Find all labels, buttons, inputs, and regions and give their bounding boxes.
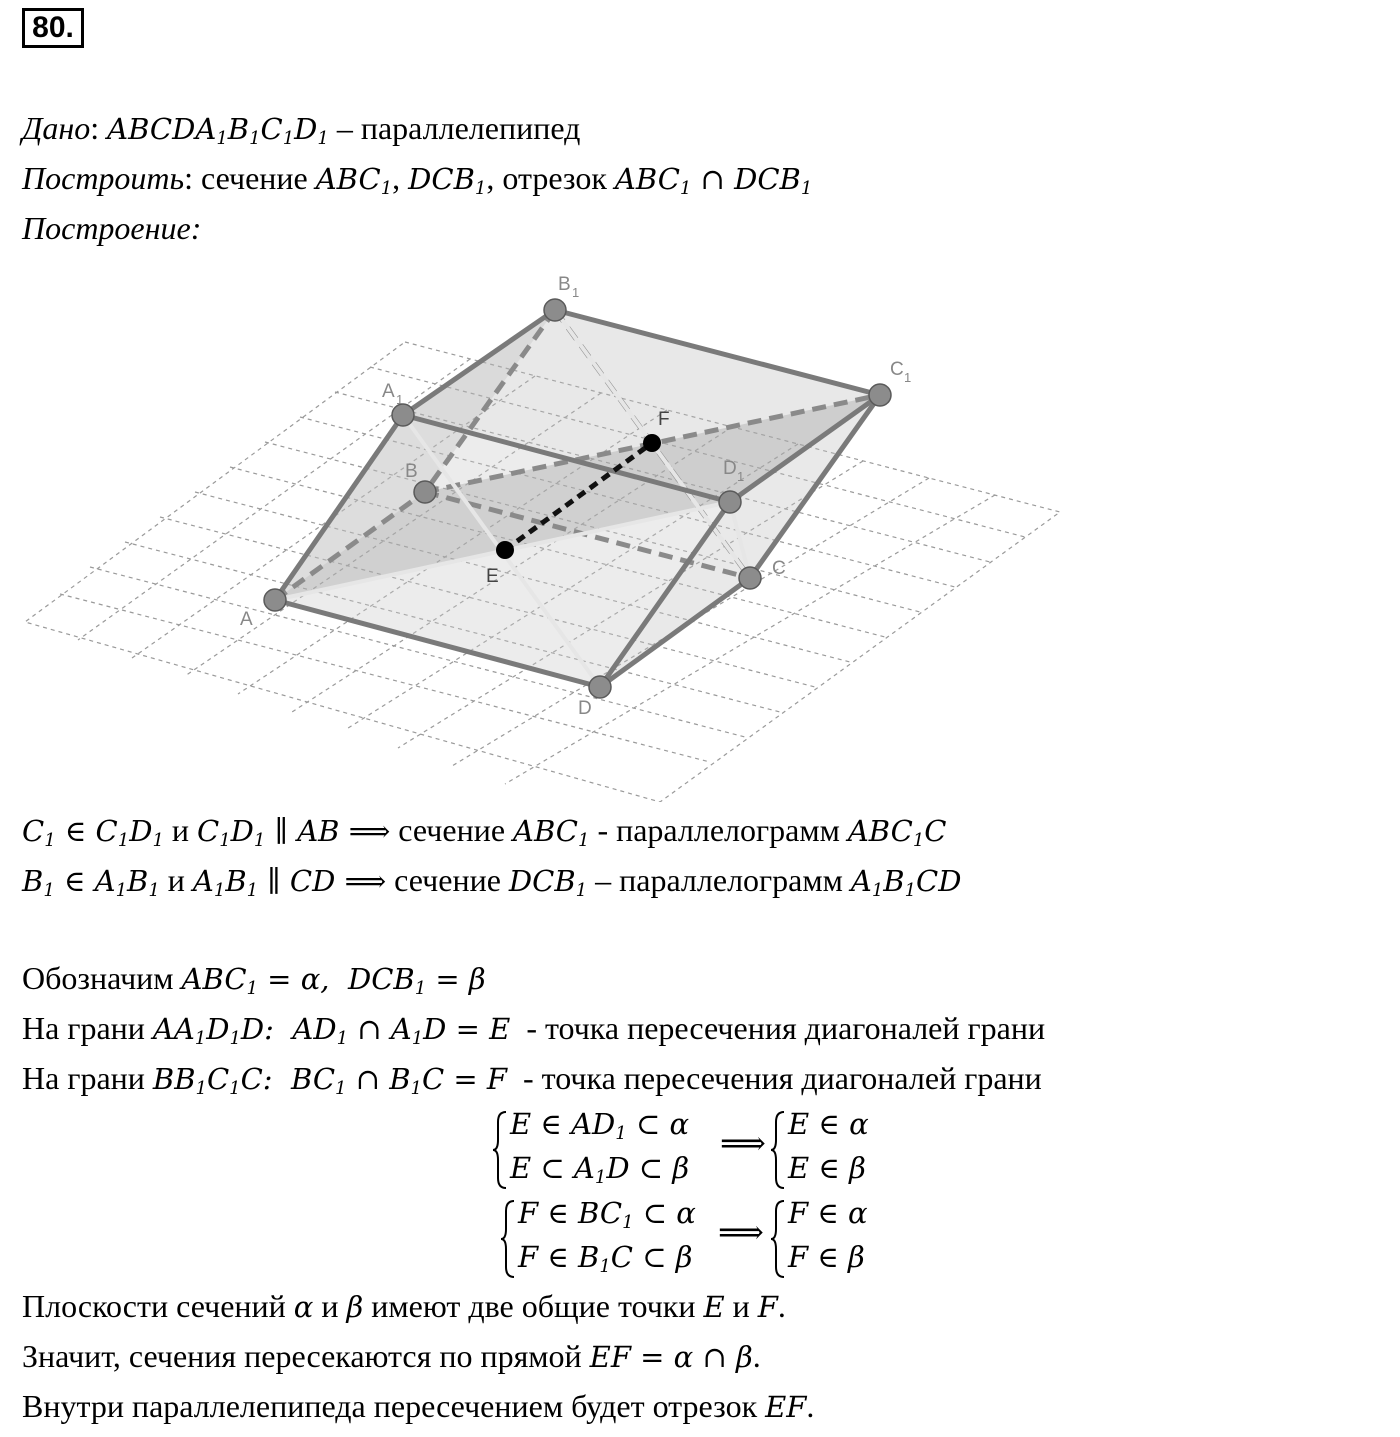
label-d1: D: [723, 458, 737, 479]
system-e: E ∈ $AD_1$ ⊂ α E ⊂ $A_1D$ ⊂ β ⟹ E ∈ α E ∈ β: [492, 1104, 892, 1194]
point-f: [643, 434, 661, 452]
face1-line: На грани $AA_1D_1D$: $AD_1$ ∩ $A_1D = E$ - точка пересечения диагоналей грани: [22, 1010, 1046, 1050]
label-d: D: [578, 698, 592, 719]
denote-line: Обозначим $ABC_1 = \alpha$, $DCB_1 = \beta$: [22, 960, 486, 1000]
given-text: – параллелепипед: [336, 110, 581, 146]
construct-text1: сечение: [200, 160, 308, 196]
construct-formula1: $ABC_1$: [315, 162, 393, 200]
label-c1-sub: 1: [904, 370, 912, 385]
conclusion-line-2: Значит, сечения пересекаются по прямой EF = α ∩ β.: [22, 1338, 761, 1374]
label-c1: C: [890, 359, 904, 380]
conclusion-line-1: Плоскости сечений α и β имеют две общие точки E и F.: [22, 1288, 786, 1324]
construct-formula2: $DCB_1$: [408, 162, 487, 200]
label-c: C: [772, 558, 786, 579]
face2-line: На грани $BB_1C_1C$: $BC_1$ ∩ $B_1C = F$ - точка пересечения диагоналей грани: [22, 1060, 1042, 1100]
system-f: F ∈ $BC_1$ ⊂ α F ∈ $B_1C$ ⊂ β ⟹ F ∈ α F ∈ β: [500, 1193, 900, 1283]
construct-line: Построить: сечение $ABC_1$, $DCB_1$, отрезок $ABC_1$ ∩ $DCB_1$: [22, 160, 813, 200]
label-b1-sub: 1: [572, 285, 580, 300]
given-label: Дано: [22, 110, 91, 146]
point-e: [496, 541, 514, 559]
label-b1: B: [558, 274, 571, 295]
construction-label: Построение:: [22, 210, 202, 246]
label-f: F: [658, 409, 670, 430]
label-a: A: [240, 609, 253, 630]
given-line: Дано: $ABCDA_1B_1C_1D_1$ – параллелепипед: [22, 110, 581, 150]
faces: [275, 310, 880, 687]
given-formula: $ABCDA_1B_1C_1D_1$: [107, 112, 329, 150]
parallelepiped-figure: [20, 262, 1070, 802]
label-d1-sub: 1: [737, 469, 745, 484]
construct-formula3: $ABC_1$ ∩ $DCB_1$: [614, 162, 813, 200]
problem-number: 80.: [22, 8, 84, 48]
conclusion-line-3: Внутри параллелепипеда пересечением будет отрезок EF.: [22, 1388, 815, 1424]
label-e: E: [486, 566, 499, 587]
construct-text2: отрезок: [502, 160, 607, 196]
reasoning-line-1: $C_1$ ∈ $C_1D_1$ и $C_1D_1$ ∥ AB ⟹ сечение $ABC_1$ - параллелограмм $ABC_1C$: [22, 812, 947, 852]
label-a1: A: [382, 381, 395, 402]
construct-label: Построить: [22, 160, 185, 196]
reasoning-line-2: $B_1$ ∈ $A_1B_1$ и $A_1B_1$ ∥ CD ⟹ сечение $DCB_1$ – параллелограмм $A_1B_1CD$: [22, 862, 962, 902]
label-b: B: [405, 461, 418, 482]
label-a1-sub: 1: [396, 392, 404, 407]
